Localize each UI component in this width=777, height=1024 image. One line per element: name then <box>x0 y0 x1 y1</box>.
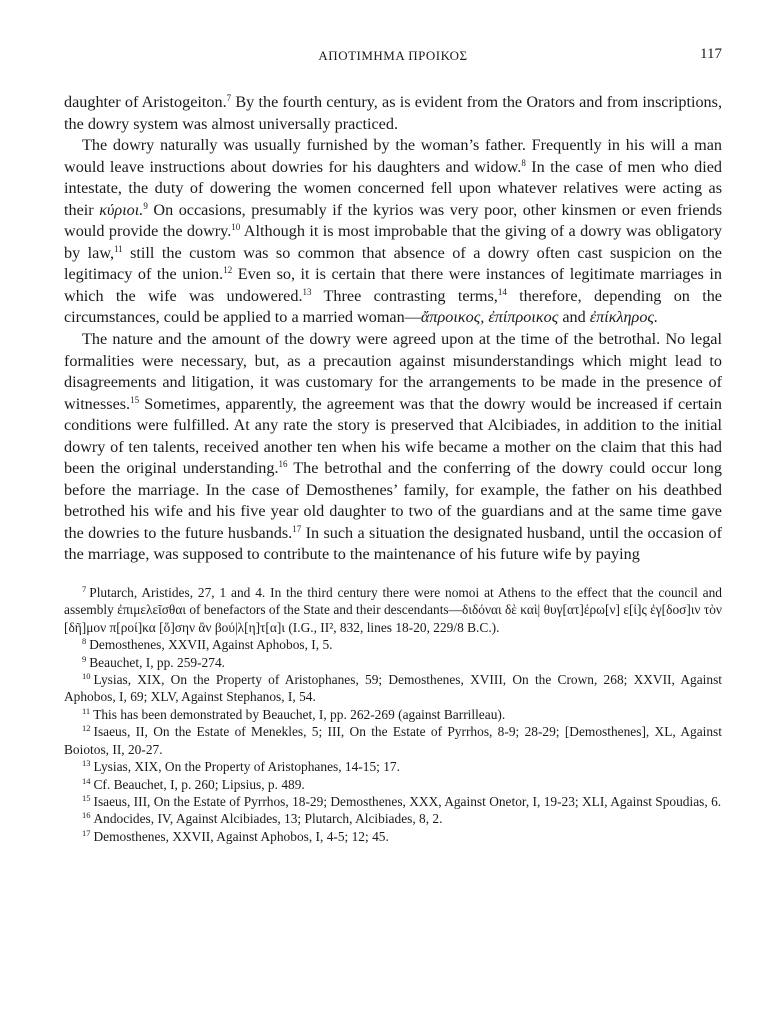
footnote-number: 7 <box>82 584 87 595</box>
footnote <box>64 758 722 775</box>
text-run: The nature and the amount of the dowry were agreed upon at the time of the betrothal. No legal formalities were necessary, but, as a precaution against misunderstandings which might lead to disagreements and litigation, it was customary for the arrangements to be made in the presence of witnesses. <box>64 330 722 413</box>
footnote-number: 10 <box>82 671 91 682</box>
text-run: Three contrasting terms, <box>311 286 498 305</box>
text-run: The dowry naturally was usually furnished by the woman’s father. Frequently in his will a man would leave instructions about dowries for his daughters and widow. <box>64 136 722 176</box>
footnote-number: 9 <box>82 653 87 664</box>
text-run: daughter of Aristogeiton. <box>64 93 227 111</box>
footnote-number: 8 <box>82 636 87 647</box>
footnote-text: Isaeus, III, On the Estate of Pyrrhos, 18-29; Demosthenes, XXX, Against Onetor, I, 19-23; XLI, Against Spoudias, 6. <box>93 793 722 809</box>
footnote-text: Isaeus, II, On the Estate of Menekles, 5; III, On the Estate of Pyrrhos, 8-9; 28-29; [Demosthenes], XL, Against Boiotos, II, 20-27. <box>64 724 722 757</box>
footnote-number: 14 <box>82 775 91 786</box>
footnote-number: 17 <box>82 827 91 838</box>
footnote <box>64 810 722 827</box>
footnote-number: 11 <box>82 705 91 716</box>
footnote-text: This has been demonstrated by Beauchet, I, pp. 262-269 (against Barrilleau). <box>93 706 506 722</box>
footnote-number: 12 <box>82 723 91 734</box>
text-run: and <box>558 308 590 327</box>
footnote-ref-11: 11 <box>114 243 123 254</box>
footnote <box>64 776 722 793</box>
greek-term: ἐπίκληρος. <box>589 308 659 327</box>
footnote-number: 15 <box>82 792 91 803</box>
footnote-text: Beauchet, I, pp. 259-274. <box>89 654 225 670</box>
book-page <box>64 44 722 845</box>
footnote-text: Demosthenes, XXVII, Against Aphobos, I, 4-5; 12; 45. <box>93 828 389 844</box>
paragraph-3 <box>64 329 722 566</box>
footnote-ref-10: 10 <box>231 222 241 233</box>
paragraph-1 <box>64 92 722 135</box>
footnote-ref-8: 8 <box>521 157 526 168</box>
footnote <box>64 654 722 671</box>
text-run: In the case of men who died intestate, the duty of dowering the women concerned fell upon whatever relatives were acting as their <box>64 157 722 219</box>
text-run: still the custom was so common that absence of a dowry often cast suspicion on the legitimacy of the union. <box>64 243 722 284</box>
footnote-ref-7: 7 <box>226 93 232 103</box>
text-run: On occasions, presumably if the kyrios was very poor, other kinsmen or even friends would provide the dowry. <box>64 200 722 241</box>
footnote-text: Plutarch, Aristides, 27, 1 and 4. In the third century there were nomoi at Athens to the effect that the council and assembly ἐπιμελεῖσθαι of benefactors of the State and their descendants—διδόναι δὲ καὶ| θυγ[ατ]έρω[ν] ε[ἰ]ς ἐγ[δοσ]ιν τὸν [δῆ]μον π[ροί]κα [ὅ]σην ἂν βού|λ[η]τ[α]ι (I.G., II², 832, lines 18-20, 229/8 B.C.). <box>64 585 722 635</box>
body-text <box>64 92 722 566</box>
footnote-number: 13 <box>82 758 91 769</box>
footnote <box>64 793 722 810</box>
text-run: In such a situation the designated husband, until the occasion of the marriage, was supposed to contribute to the maintenance of his future wife by paying <box>64 523 723 564</box>
text-run: Even so, it is certain that there were instances of legitimate marriages in which the wife was undowered. <box>64 265 722 305</box>
footnote-text: Lysias, XIX, On the Property of Aristophanes, 14-15; 17. <box>93 759 400 775</box>
page-number: 117 <box>700 46 722 62</box>
footnote <box>64 828 722 845</box>
footnote-ref-17: 17 <box>292 523 302 534</box>
footnote <box>64 706 722 723</box>
footnote-number: 16 <box>82 810 91 821</box>
footnotes <box>64 584 722 845</box>
text-run: Sometimes, apparently, the agreement was that the dowry would be increased if certain conditions were fulfilled. At any rate the story is preserved that Alcibiades, in addition to the initial dowry of ten talents, received another ten when his wife became a mother on the claim that this had been the original understanding. <box>64 394 722 478</box>
footnote-text: Demosthenes, XXVII, Against Aphobos, I, 5. <box>89 637 333 653</box>
footnote-ref-12: 12 <box>223 265 233 276</box>
running-title: ΑΠΟΤΙΜΗΜΑ ΠΡΟΙΚΟΣ <box>318 48 468 63</box>
text-run: By the fourth century, as is evident from the Orators and from inscriptions, the dowry system was almost universally practiced. <box>64 93 722 133</box>
footnote <box>64 584 722 636</box>
paragraph-2 <box>64 135 722 329</box>
footnote-text: Andocides, IV, Against Alcibiades, 13; Plutarch, Alcibiades, 8, 2. <box>93 811 443 827</box>
text-run: therefore, depending on the circumstances, could be applied to a married woman— <box>64 286 722 327</box>
footnote-text: Lysias, XIX, On the Property of Aristophanes, 59; Demosthenes, XVIII, On the Crown, 268; XXVII, Against Aphobos, I, 69; XLV, Against Stephanos, I, 54. <box>64 672 722 705</box>
footnote <box>64 636 722 653</box>
text-run: Although it is most improbable that the giving of a dowry was obligatory by law, <box>64 222 722 262</box>
footnote <box>64 671 722 706</box>
running-head <box>64 44 722 72</box>
footnote-text: Cf. Beauchet, I, p. 260; Lipsius, p. 489. <box>93 776 305 792</box>
footnote <box>64 723 722 758</box>
footnote-ref-9: 9 <box>143 200 148 211</box>
greek-term: ἄπροικος, ἐπίπροικος <box>420 308 559 327</box>
footnote-ref-15: 15 <box>130 394 140 405</box>
footnote-ref-16: 16 <box>278 459 288 470</box>
footnote-ref-13: 13 <box>302 286 312 297</box>
footnote-ref-14: 14 <box>497 286 507 297</box>
greek-term: κύριοι. <box>99 200 144 219</box>
text-run: The betrothal and the conferring of the dowry could occur long before the marriage. In the case of Demosthenes’ family, for example, the father on his deathbed betrothed his wife and his five year old daughter to two of the guardians and at the same time gave the dowries to the future husbands. <box>64 459 722 542</box>
